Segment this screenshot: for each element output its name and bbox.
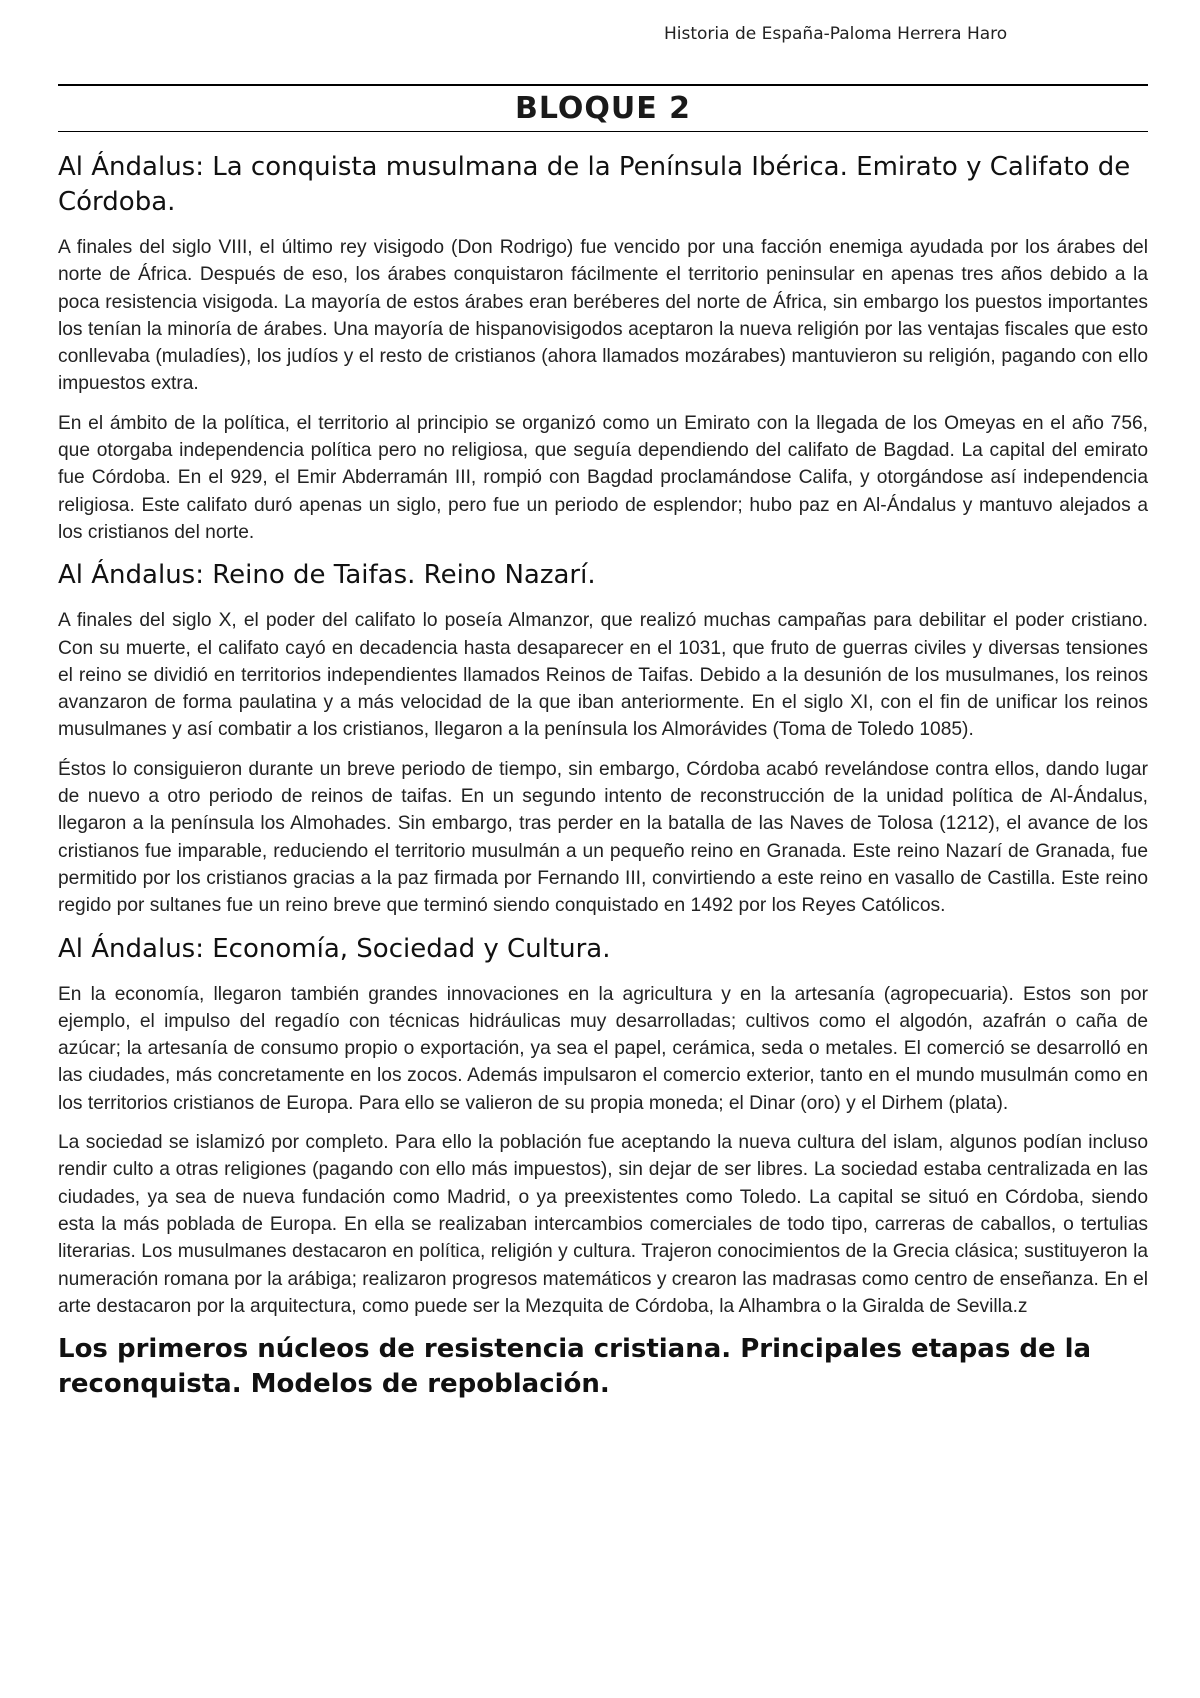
paragraph: La sociedad se islamizó por completo. Para ello la población fue aceptando la nueva cultura del islam, algunos podían incluso rendir culto a otras religiones (pagando con ello más impuestos), sin dejar de ser libres. La sociedad estaba centralizada en las ciudades, ya sea de nueva fundación como Madrid, o ya preexistentes como Toledo. La capital se situó en Córdoba, siendo esta la más poblada de Europa. En ella se realizaban intercambios comerciales de todo tipo, carreras de caballos, o tertulias literarias. Los musulmanes destacaron en política, religión y cultura. Trajeron conocimientos de la Grecia clásica; sustituyeron la numeración romana por la arábiga; realizaron progresos matemáticos y crearon las madrasas como centro de enseñanza. En el arte destacaron por la arquitectura, como puede ser la Mezquita de Córdoba, la Alhambra o la Giralda de Sevilla.z <box>58 1132 1148 1317</box>
title-block <box>58 84 1148 132</box>
document-header: Historia de España-Paloma Herrera Haro <box>664 24 1008 44</box>
section-heading-reconquista: Los primeros núcleos de resistencia cristiana. Principales etapas de la reconquista. Modelos de repoblación. <box>58 1334 1092 1400</box>
section-heading-taifas: Al Ándalus: Reino de Taifas. Reino Nazarí. <box>58 560 596 591</box>
document-body <box>58 84 1148 1416</box>
paragraph: A finales del siglo VIII, el último rey visigodo (Don Rodrigo) fue vencido por una facción enemiga ayudada por los árabes del norte de África. Después de eso, los árabes conquistaron fácilmente el territorio peninsular en apenas tres años debido a la poca resistencia visigoda. La mayoría de estos árabes eran beréberes del norte de África, sin embargo los puestos importantes los tenían la minoría de árabes. Una mayoría de hispanovisigodos aceptaron la nueva religión por las ventajas fiscales que esto conllevaba (muladíes), los judíos y el resto de cristianos (ahora llamados mozárabes) mantuvieron su religión, pagando con ello impuestos extra. <box>58 237 1148 395</box>
section-heading-conquista: Al Ándalus: La conquista musulmana de la Península Ibérica. Emirato y Califato de Córdoba. <box>58 152 1131 217</box>
paragraph: En el ámbito de la política, el territorio al principio se organizó como un Emirato con la llegada de los Omeyas en el año 756, que otorgaba independencia política pero no religiosa, que seguía dependiendo del califato de Bagdad. La capital del emirato fue Córdoba. En el 929, el Emir Abderramán III, rompió con Bagdad proclamándose Califa, y otorgándose así independencia religiosa. Este califato duró apenas un siglo, pero fue un periodo de esplendor; hubo paz en Al-Ándalus y mantuvo alejados a los cristianos del norte. <box>58 412 1148 543</box>
paragraph: Éstos lo consiguieron durante un breve periodo de tiempo, sin embargo, Córdoba acabó revelándose contra ellos, dando lugar de nuevo a otro periodo de reinos de taifas. En un segundo intento de reconstrucción de la unidad política de Al-Ándalus, llegaron a la península los Almohades. Sin embargo, tras perder en la batalla de las Naves de Tolosa (1212), el avance de los cristianos fue imparable, reduciendo el territorio musulmán a un pequeño reino en Granada. Este reino Nazarí de Granada, fue permitido por los cristianos gracias a la paz firmada por Fernando III, convirtiendo a este reino en vasallo de Castilla. Este reino regido por sultanes fue un reino breve que terminó siendo conquistado en 1492 por los Reyes Católicos. <box>58 758 1148 917</box>
document-title: BLOQUE 2 <box>514 91 692 126</box>
paragraph: En la economía, llegaron también grandes innovaciones en la agricultura y en la artesanía (agropecuaria). Estos son por ejemplo, el impulso del regadío con técnicas hidráulicas muy desarrolladas; cultivos como el algodón, azafrán o caña de azúcar; la artesanía de consumo propio o exportación, ya sea el papel, cerámica, seda o metales. El comerció se desarrolló en las ciudades, más concretamente en los zocos. Además impulsaron el comercio exterior, tanto en el mundo musulmán como en los territorios cristianos de Europa. Para ello se valieron de su propia moneda; el Dinar (oro) y el Dirhem (plata). <box>58 983 1148 1114</box>
section-heading-economia: Al Ándalus: Economía, Sociedad y Cultura. <box>58 933 611 964</box>
paragraph: A finales del siglo X, el poder del califato lo poseía Almanzor, que realizó muchas campañas para debilitar el poder cristiano. Con su muerte, el califato cayó en decadencia hasta desaparecer en el 1031, que fruto de guerras civiles y diversas tensiones el reino se dividió en territorios independientes llamados Reinos de Taifas. Debido a la desunión de los musulmanes, los reinos avanzaron de forma paulatina y a más velocidad de la que iban anteriormente. En el siglo XI, con el fin de unificar los reinos musulmanes y así combatir a los cristianos, llegaron a la península los Almorávides (Toma de Toledo 1085). <box>58 610 1148 741</box>
